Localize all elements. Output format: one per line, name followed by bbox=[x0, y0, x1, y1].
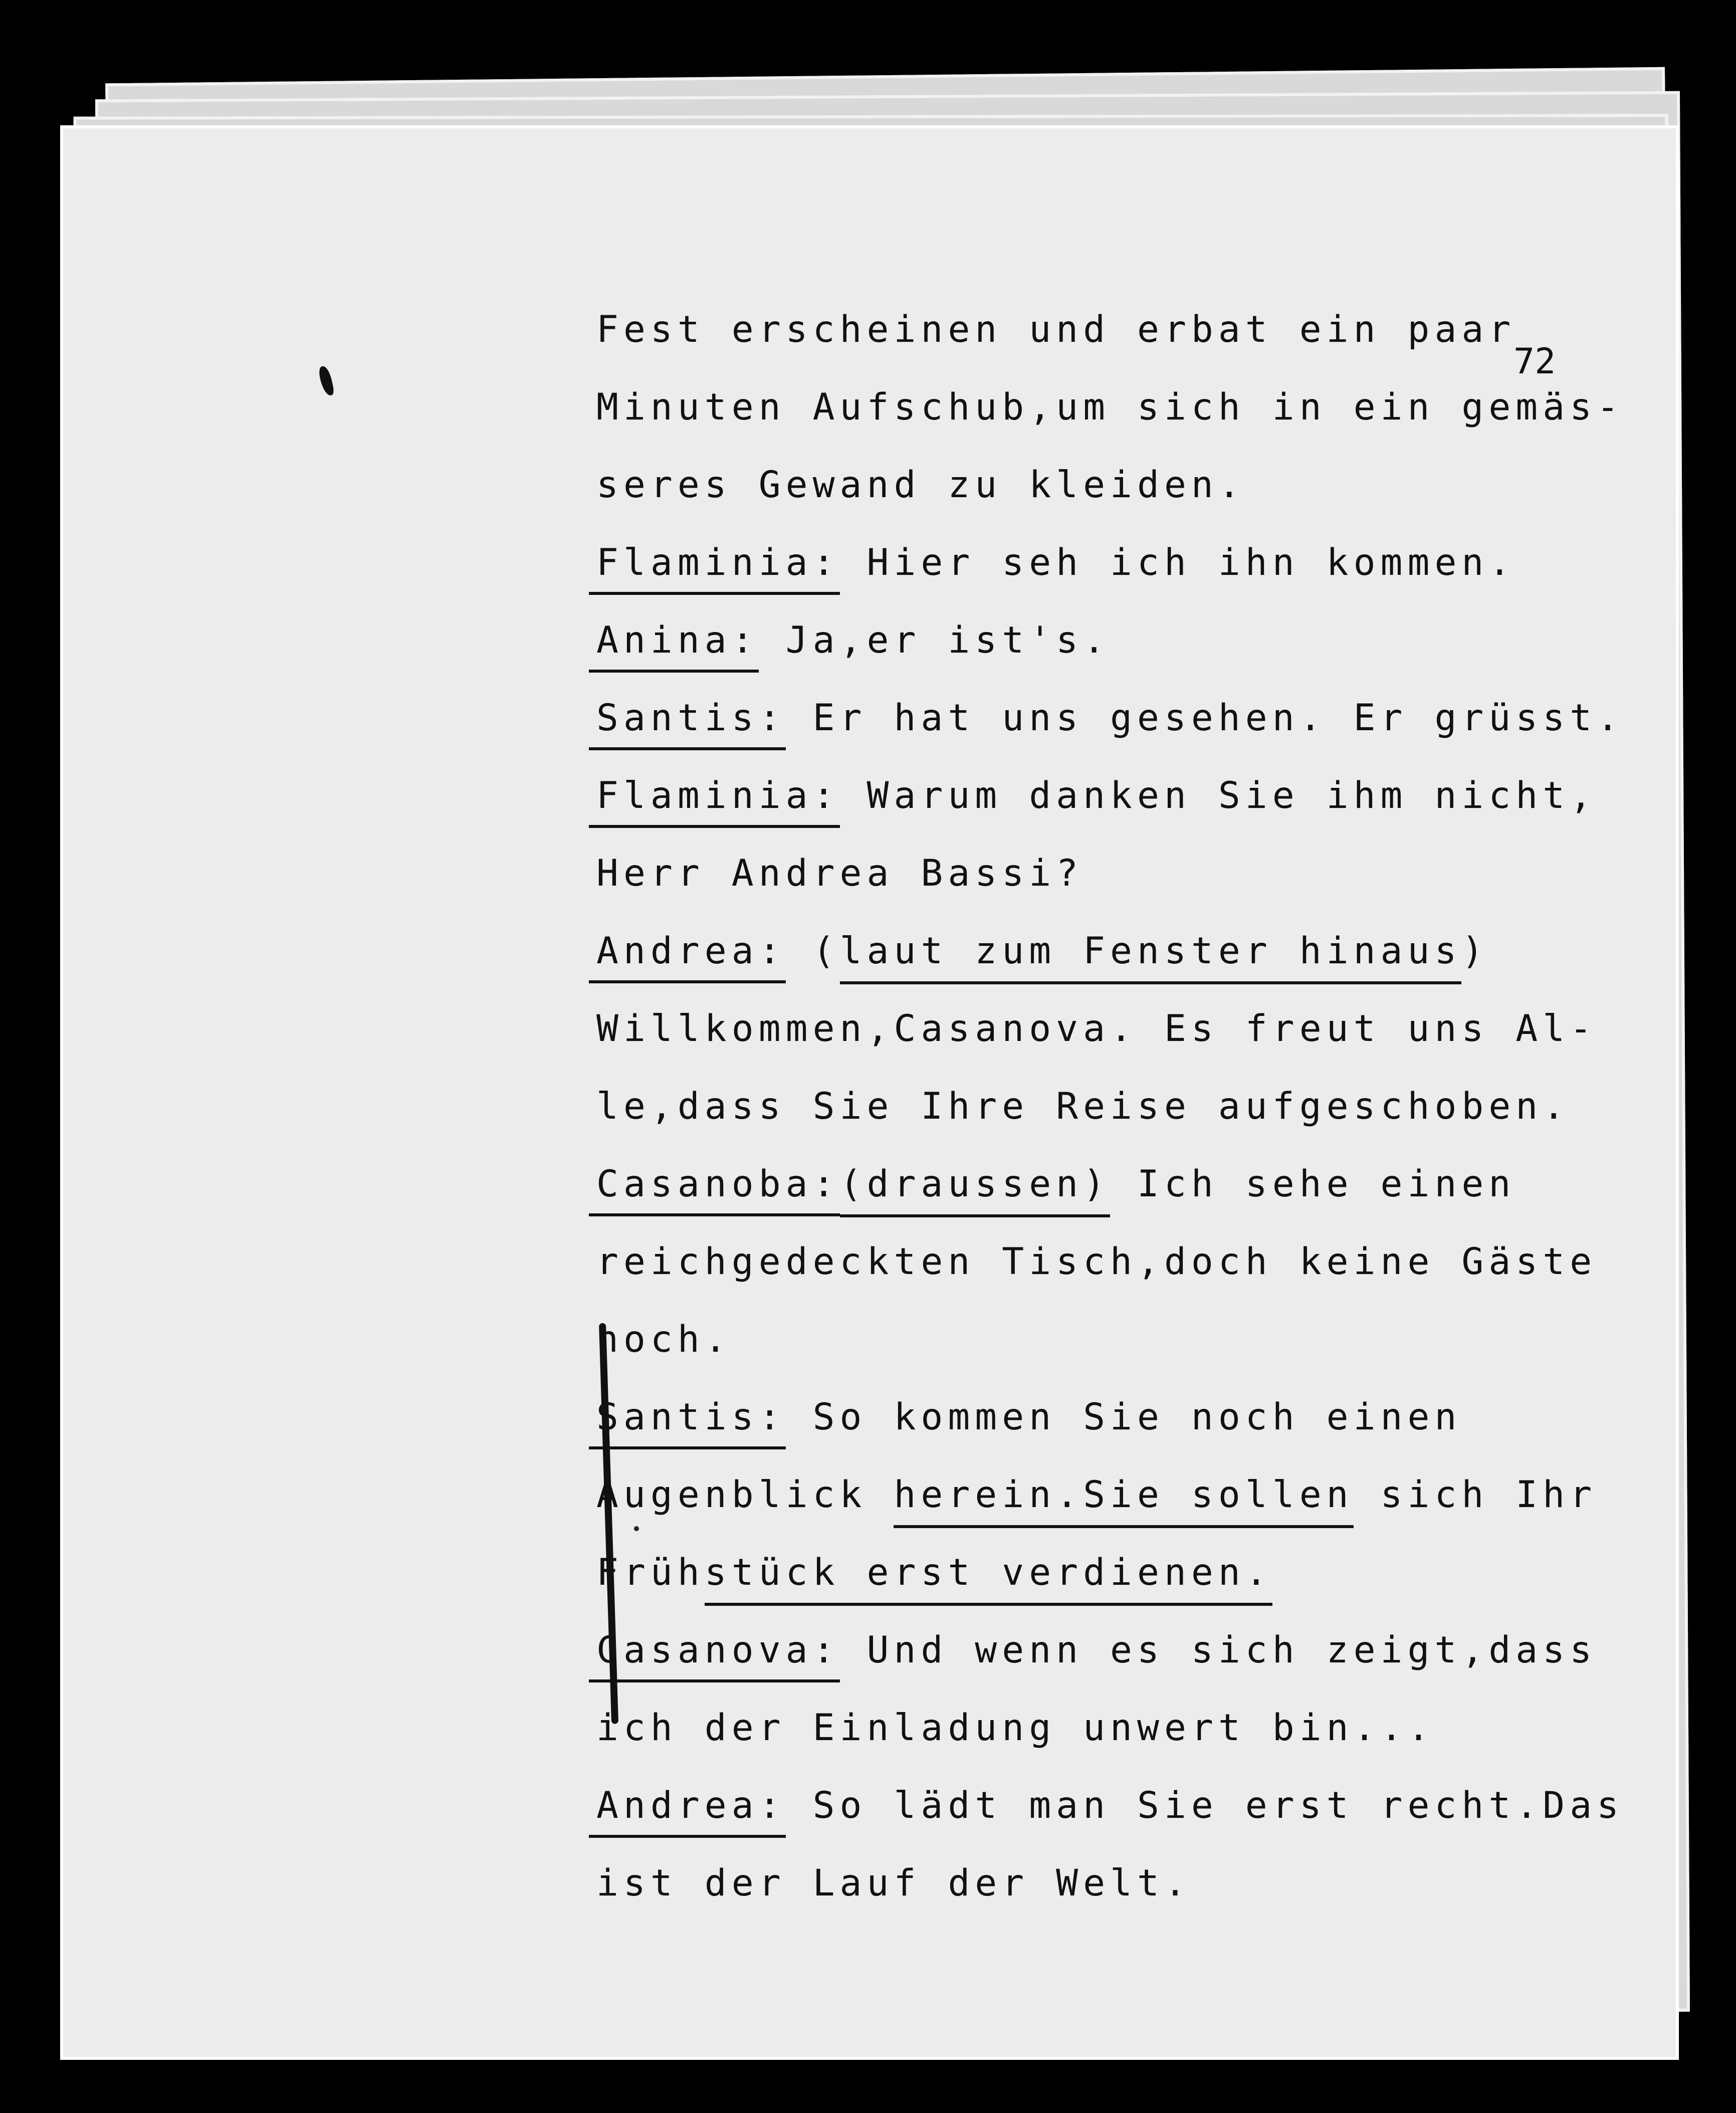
line-text: So lädt man Sie erst recht.Das bbox=[785, 1784, 1624, 1827]
ink-mark bbox=[318, 365, 335, 396]
speaker-name: Santis: bbox=[589, 1399, 786, 1449]
line-text: ( bbox=[785, 930, 840, 972]
dialogue-line bbox=[596, 1611, 1599, 1689]
dialogue-line bbox=[596, 1145, 1599, 1223]
line-text: noch. bbox=[596, 1318, 732, 1361]
line-text: Willkommen,Casanova. Es freut uns Al- bbox=[596, 1007, 1597, 1050]
line-text: reichgedeckten Tisch,doch keine Gäste bbox=[596, 1240, 1597, 1283]
speaker-name: Casanoba: bbox=[589, 1166, 840, 1216]
dialogue-line bbox=[596, 912, 1599, 990]
speaker-name: Santis: bbox=[589, 700, 786, 750]
text-line bbox=[596, 1068, 1599, 1145]
speaker-name: Flaminia: bbox=[589, 777, 840, 828]
line-text: Augenblick bbox=[596, 1473, 894, 1516]
line-text: Ja,er ist's. bbox=[758, 619, 1111, 662]
dialogue-line bbox=[596, 757, 1599, 834]
line-text: Herr Andrea Bassi? bbox=[596, 852, 1083, 895]
dialogue-line bbox=[596, 601, 1599, 679]
text-line bbox=[596, 834, 1599, 912]
dialogue-line bbox=[596, 524, 1599, 601]
underlined-text: stück erst verdienen. bbox=[705, 1551, 1272, 1606]
line-text: Und wenn es sich zeigt,dass bbox=[839, 1629, 1597, 1671]
speaker-name: Flaminia: bbox=[589, 544, 840, 595]
speaker-name: Andrea: bbox=[589, 933, 786, 983]
page-number: 72 bbox=[1513, 341, 1556, 382]
text-line bbox=[596, 291, 1599, 368]
line-text: seres Gewand zu kleiden. bbox=[596, 464, 1245, 506]
stage-direction: (draussen) bbox=[840, 1163, 1111, 1217]
text-line bbox=[596, 990, 1599, 1068]
dialogue-line bbox=[596, 1378, 1599, 1456]
speaker-name: Anina: bbox=[589, 622, 759, 673]
line-text: Hier seh ich ihn kommen. bbox=[839, 541, 1516, 584]
text-line bbox=[596, 1689, 1599, 1767]
dialogue-line bbox=[596, 1767, 1624, 1844]
text-line bbox=[596, 1456, 1599, 1534]
speaker-name: Andrea: bbox=[589, 1787, 786, 1838]
text-line bbox=[596, 1844, 1599, 1922]
underlined-text: herein.Sie sollen bbox=[894, 1473, 1353, 1528]
stage-direction: laut zum Fenster hinaus bbox=[840, 930, 1462, 984]
line-text: ich der Einladung unwert bin... bbox=[596, 1707, 1435, 1749]
line-text: Warum danken Sie ihm nicht, bbox=[839, 774, 1597, 817]
speaker-name: Casanova: bbox=[589, 1632, 840, 1682]
line-text: Fest erscheinen und erbat ein paar bbox=[596, 308, 1516, 351]
line-text: So kommen Sie noch einen bbox=[785, 1396, 1462, 1438]
line-text: le,dass Sie Ihre Reise aufgeschoben. bbox=[596, 1085, 1570, 1128]
line-text: Er hat uns gesehen. Er grüsst. bbox=[785, 697, 1624, 739]
line-text: Früh bbox=[596, 1551, 705, 1594]
text-line bbox=[596, 1301, 1599, 1378]
text-line bbox=[596, 1534, 1599, 1611]
text-line bbox=[596, 1223, 1599, 1301]
line-text: Minuten Aufschub,um sich in ein gemäs- bbox=[596, 386, 1624, 429]
dialogue-line bbox=[596, 679, 1624, 757]
line-text: ) bbox=[1461, 930, 1489, 972]
text-line bbox=[596, 446, 1599, 524]
line-text: sich Ihr bbox=[1353, 1473, 1597, 1516]
text-line bbox=[596, 368, 1624, 446]
line-text: ist der Lauf der Welt. bbox=[596, 1862, 1191, 1905]
line-text: Ich sehe einen bbox=[1110, 1163, 1516, 1205]
script-text bbox=[596, 291, 1624, 1922]
